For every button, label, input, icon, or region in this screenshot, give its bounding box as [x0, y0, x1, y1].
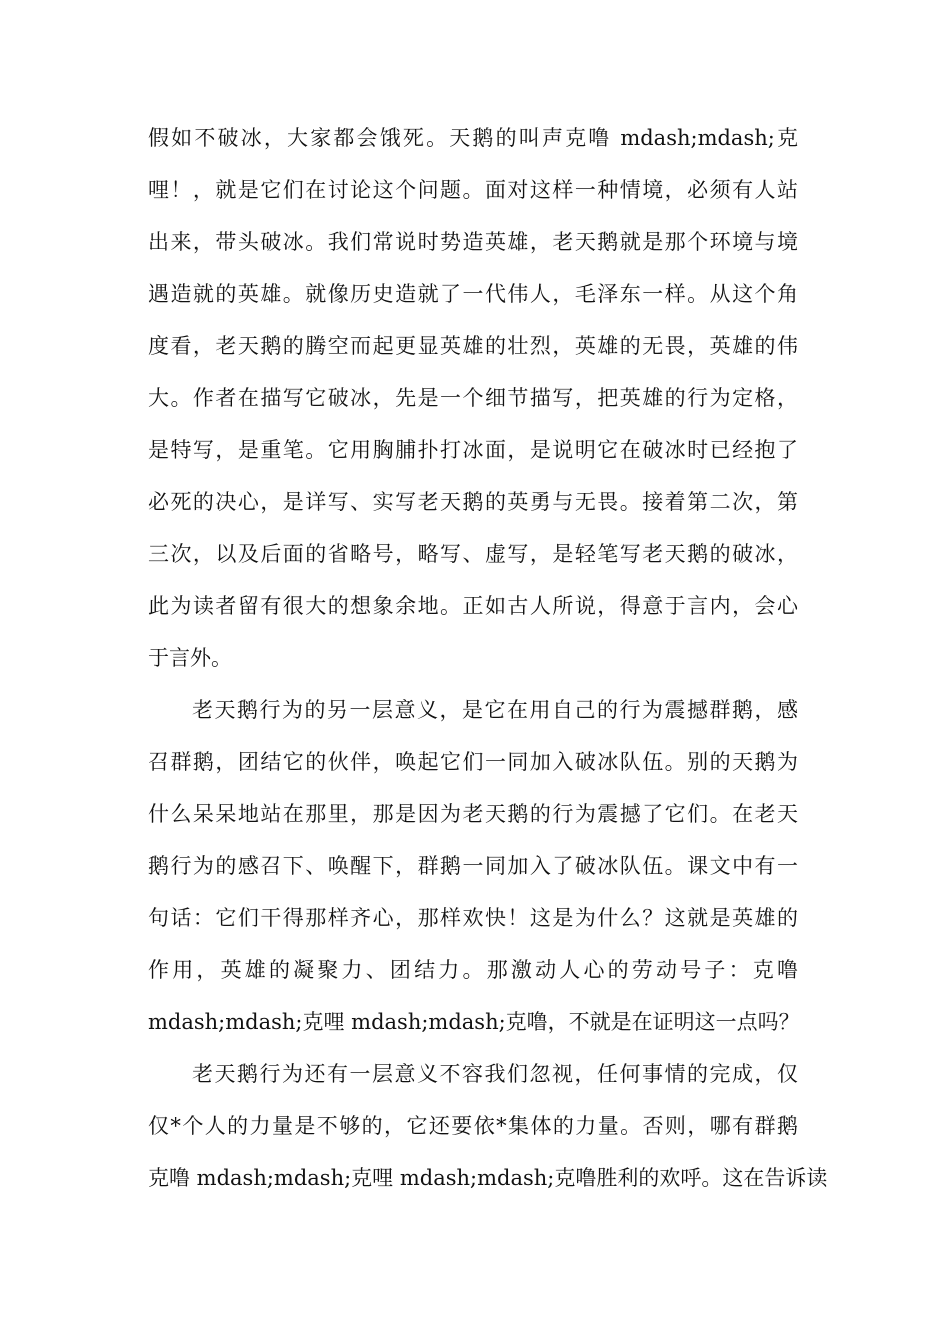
text-line: 假如不破冰，大家都会饿死。天鹅的叫声克噜 mdash;mdash;克 — [148, 126, 798, 150]
text-line: 大。作者在描写它破冰，先是一个细节描写，把英雄的行为定格， — [148, 386, 798, 410]
text-line: 此为读者留有很大的想象余地。正如古人所说，得意于言内，会心 — [148, 594, 798, 618]
text-line: 于言外。 — [148, 646, 232, 670]
text-line: 召群鹅，团结它的伙伴，唤起它们一同加入破冰队伍。别的天鹅为 — [148, 750, 798, 774]
text-line: 什么呆呆地站在那里，那是因为老天鹅的行为震撼了它们。在老天 — [148, 802, 798, 826]
text-line: 是特写，是重笔。它用胸脯扑打冰面，是说明它在破冰时已经抱了 — [148, 438, 798, 462]
text-line: 鹅行为的感召下、唤醒下，群鹅一同加入了破冰队伍。课文中有一 — [148, 854, 798, 878]
text-line: 度看，老天鹅的腾空而起更显英雄的壮烈，英雄的无畏，英雄的伟 — [148, 334, 798, 358]
text-line: 哩！，就是它们在讨论这个问题。面对这样一种情境，必须有人站 — [148, 178, 798, 202]
text-line: 三次，以及后面的省略号，略写、虚写，是轻笔写老天鹅的破冰， — [148, 542, 798, 566]
text-line: 老天鹅行为还有一层意义不容我们忽视，任何事情的完成，仅 — [192, 1062, 798, 1086]
text-line: 句话：它们干得那样齐心，那样欢快！这是为什么？这就是英雄的 — [148, 906, 798, 930]
text-line: 老天鹅行为的另一层意义，是它在用自己的行为震撼群鹅，感 — [192, 698, 798, 722]
text-line: 出来，带头破冰。我们常说时势造英雄，老天鹅就是那个环境与境 — [148, 230, 798, 254]
document-body — [148, 112, 828, 1204]
text-line: 必死的决心，是详写、实写老天鹅的英勇与无畏。接着第二次，第 — [148, 490, 798, 514]
text-line: mdash;mdash;克哩 mdash;mdash;克噜，不就是在证明这一点吗？ — [148, 1010, 800, 1034]
text-line: 作用，英雄的凝聚力、团结力。那激动人心的劳动号子：克噜 — [148, 958, 798, 982]
text-line: 克噜 mdash;mdash;克哩 mdash;mdash;克噜胜利的欢呼。这在告诉读 — [148, 1166, 828, 1190]
text-line: 遇造就的英雄。就像历史造就了一代伟人，毛泽东一样。从这个角 — [148, 282, 798, 306]
text-line: 仅*个人的力量是不够的，它还要依*集体的力量。否则，哪有群鹅 — [148, 1114, 798, 1138]
